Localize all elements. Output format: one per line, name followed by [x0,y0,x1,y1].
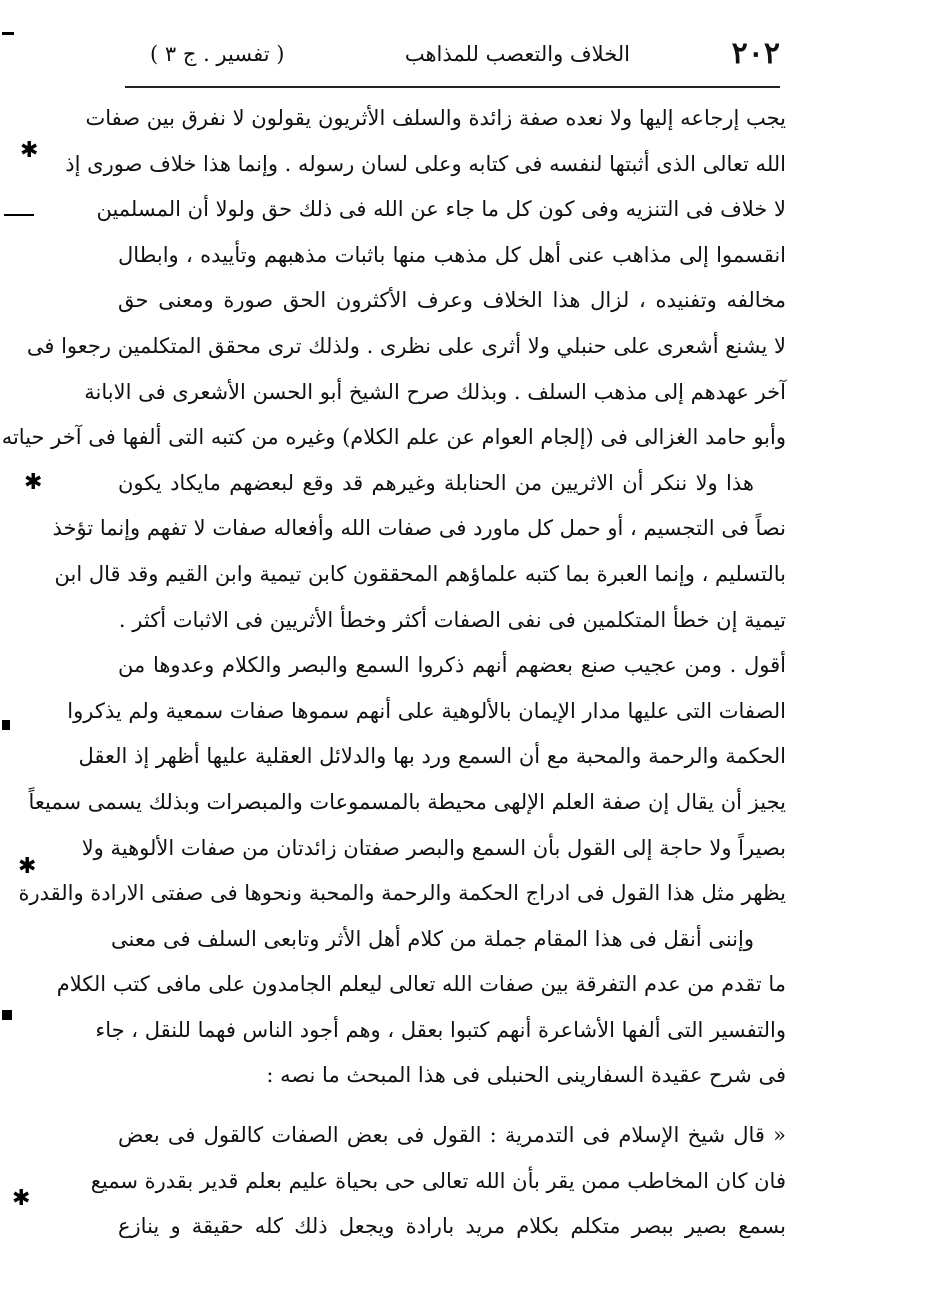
running-title: الخلاف والتعصب للمذاهب [404,42,630,66]
binding-hole-mark: ✱ [12,1186,31,1211]
text-line: يظهر مثل هذا القول فى ادراج الحكمة والرحمة والمحبة ونحوها فى صفتى الارادة والقدرة [18,881,786,906]
scan-mark [2,720,10,730]
page-number: ٢٠٢ [731,36,780,71]
text-line: فى شرح عقيدة السفارينى الحنبلى فى هذا المبحث ما نصه : [266,1063,786,1088]
scan-mark [2,32,14,35]
text-line: بصيراً ولا حاجة إلى القول بأن السمع والبصر صفتان زائدتان من صفات الألوهية ولا [81,835,786,860]
paragraph-gap [118,1099,786,1113]
body-text [1,96,786,1250]
text-line: وأبو حامد الغزالى فى (إلجام العوام عن علم الكلام) وغيره من كتبه التى ألفها فى آخر حياته [1,425,786,450]
scan-mark [4,214,34,216]
text-line: أقول . ومن عجيب صنع بعضهم أنهم ذكروا السمع والبصر والكلام وعدوها من [118,653,786,678]
text-line: لا يشنع أشعرى على حنبلي ولا أثرى على نظرى . ولذلك ترى محقق المتكلمين رجعوا فى [26,333,786,358]
scan-mark [2,1010,12,1020]
binding-hole-mark: ✱ [24,470,43,495]
text-line: هذا ولا ننكر أن الاثريين من الحنابلة وغيرهم قد وقع لبعضهم مايكاد يكون [118,470,754,495]
text-line: انقسموا إلى مذاهب عنى أهل كل مذهب منها باثبات مذهبهم وتأييده ، وابطال [118,242,786,267]
header-rule [125,86,780,88]
text-line: ما تقدم من عدم التفرقة بين صفات الله تعالى ليعلم الجامدون على مافى كتب الكلام [56,972,786,997]
text-line: نصاً فى التجسيم ، أو حمل كل ماورد فى صفات الله وأفعاله صفات لا تفهم وإنما تؤخذ [52,516,786,541]
text-line: بالتسليم ، وإنما العبرة بما كتبه علماؤهم المحققون كابن تيمية وابن القيم وقد قال ابن [54,561,786,586]
page-header [150,36,780,76]
quote-line: « قال شيخ الإسلام فى التدمرية : القول فى بعض الصفات كالقول فى بعض [118,1123,786,1148]
text-line: يجب إرجاعه إليها ولا نعده صفة زائدة والسلف الأثريون يقولون لا نفرق بين صفات [85,106,786,130]
binding-hole-mark: ✱ [20,138,39,163]
text-line: والتفسير التى ألفها الأشاعرة أنهم كتبوا بعقل ، وهم أجود الناس فهما للنقل ، جاء [95,1017,786,1042]
text-line: الحكمة والرحمة والمحبة مع أن السمع ورد بها والدلائل العقلية عليها أظهر إذ العقل [78,744,786,769]
text-line: الصفات التى عليها مدار الإيمان بالألوهية على أنهم سموها صفات سمعية ولم يذكروا [67,698,786,723]
text-line: الله تعالى الذى أثبتها لنفسه فى كتابه وعلى لسان رسوله . وإنما هذا خلاف صورى إذ [65,151,786,176]
binding-hole-mark: ✱ [18,854,37,879]
text-line: وإننى أنقل فى هذا المقام جملة من كلام أهل الأثر وتابعى السلف فى معنى [111,926,754,951]
quote-line: بسمع بصير ببصر متكلم بكلام مريد بارادة ويجعل ذلك كله حقيقة و ينازع [118,1214,786,1239]
text-line: لا خلاف فى التنزيه وفى كون كل ما جاء عن الله فى ذلك حق ولولا أن المسلمين [96,197,786,222]
quote-line: فان كان المخاطب ممن يقر بأن الله تعالى حى بحياة عليم بعلم قدير بقدرة سميع [90,1168,786,1193]
book-reference: ( تفسير . ج ٣ ) [150,42,285,66]
text-line: آخر عهدهم إلى مذهب السلف . وبذلك صرح الشيخ أبو الحسن الأشعرى فى الابانة [84,379,786,404]
text-line: يجيز أن يقال إن صفة العلم الإلهى محيطة بالمسموعات والمبصرات وبذلك يسمى سميعاً [28,789,786,814]
text-line: مخالفه وتفنيده ، لزال هذا الخلاف وعرف الأكثرون الحق صورة ومعنى حق [118,288,786,313]
text-line: تيمية إن خطأ المتكلمين فى نفى الصفات أكثر وخطأ الأثريين فى الاثبات أكثر . [118,607,786,632]
